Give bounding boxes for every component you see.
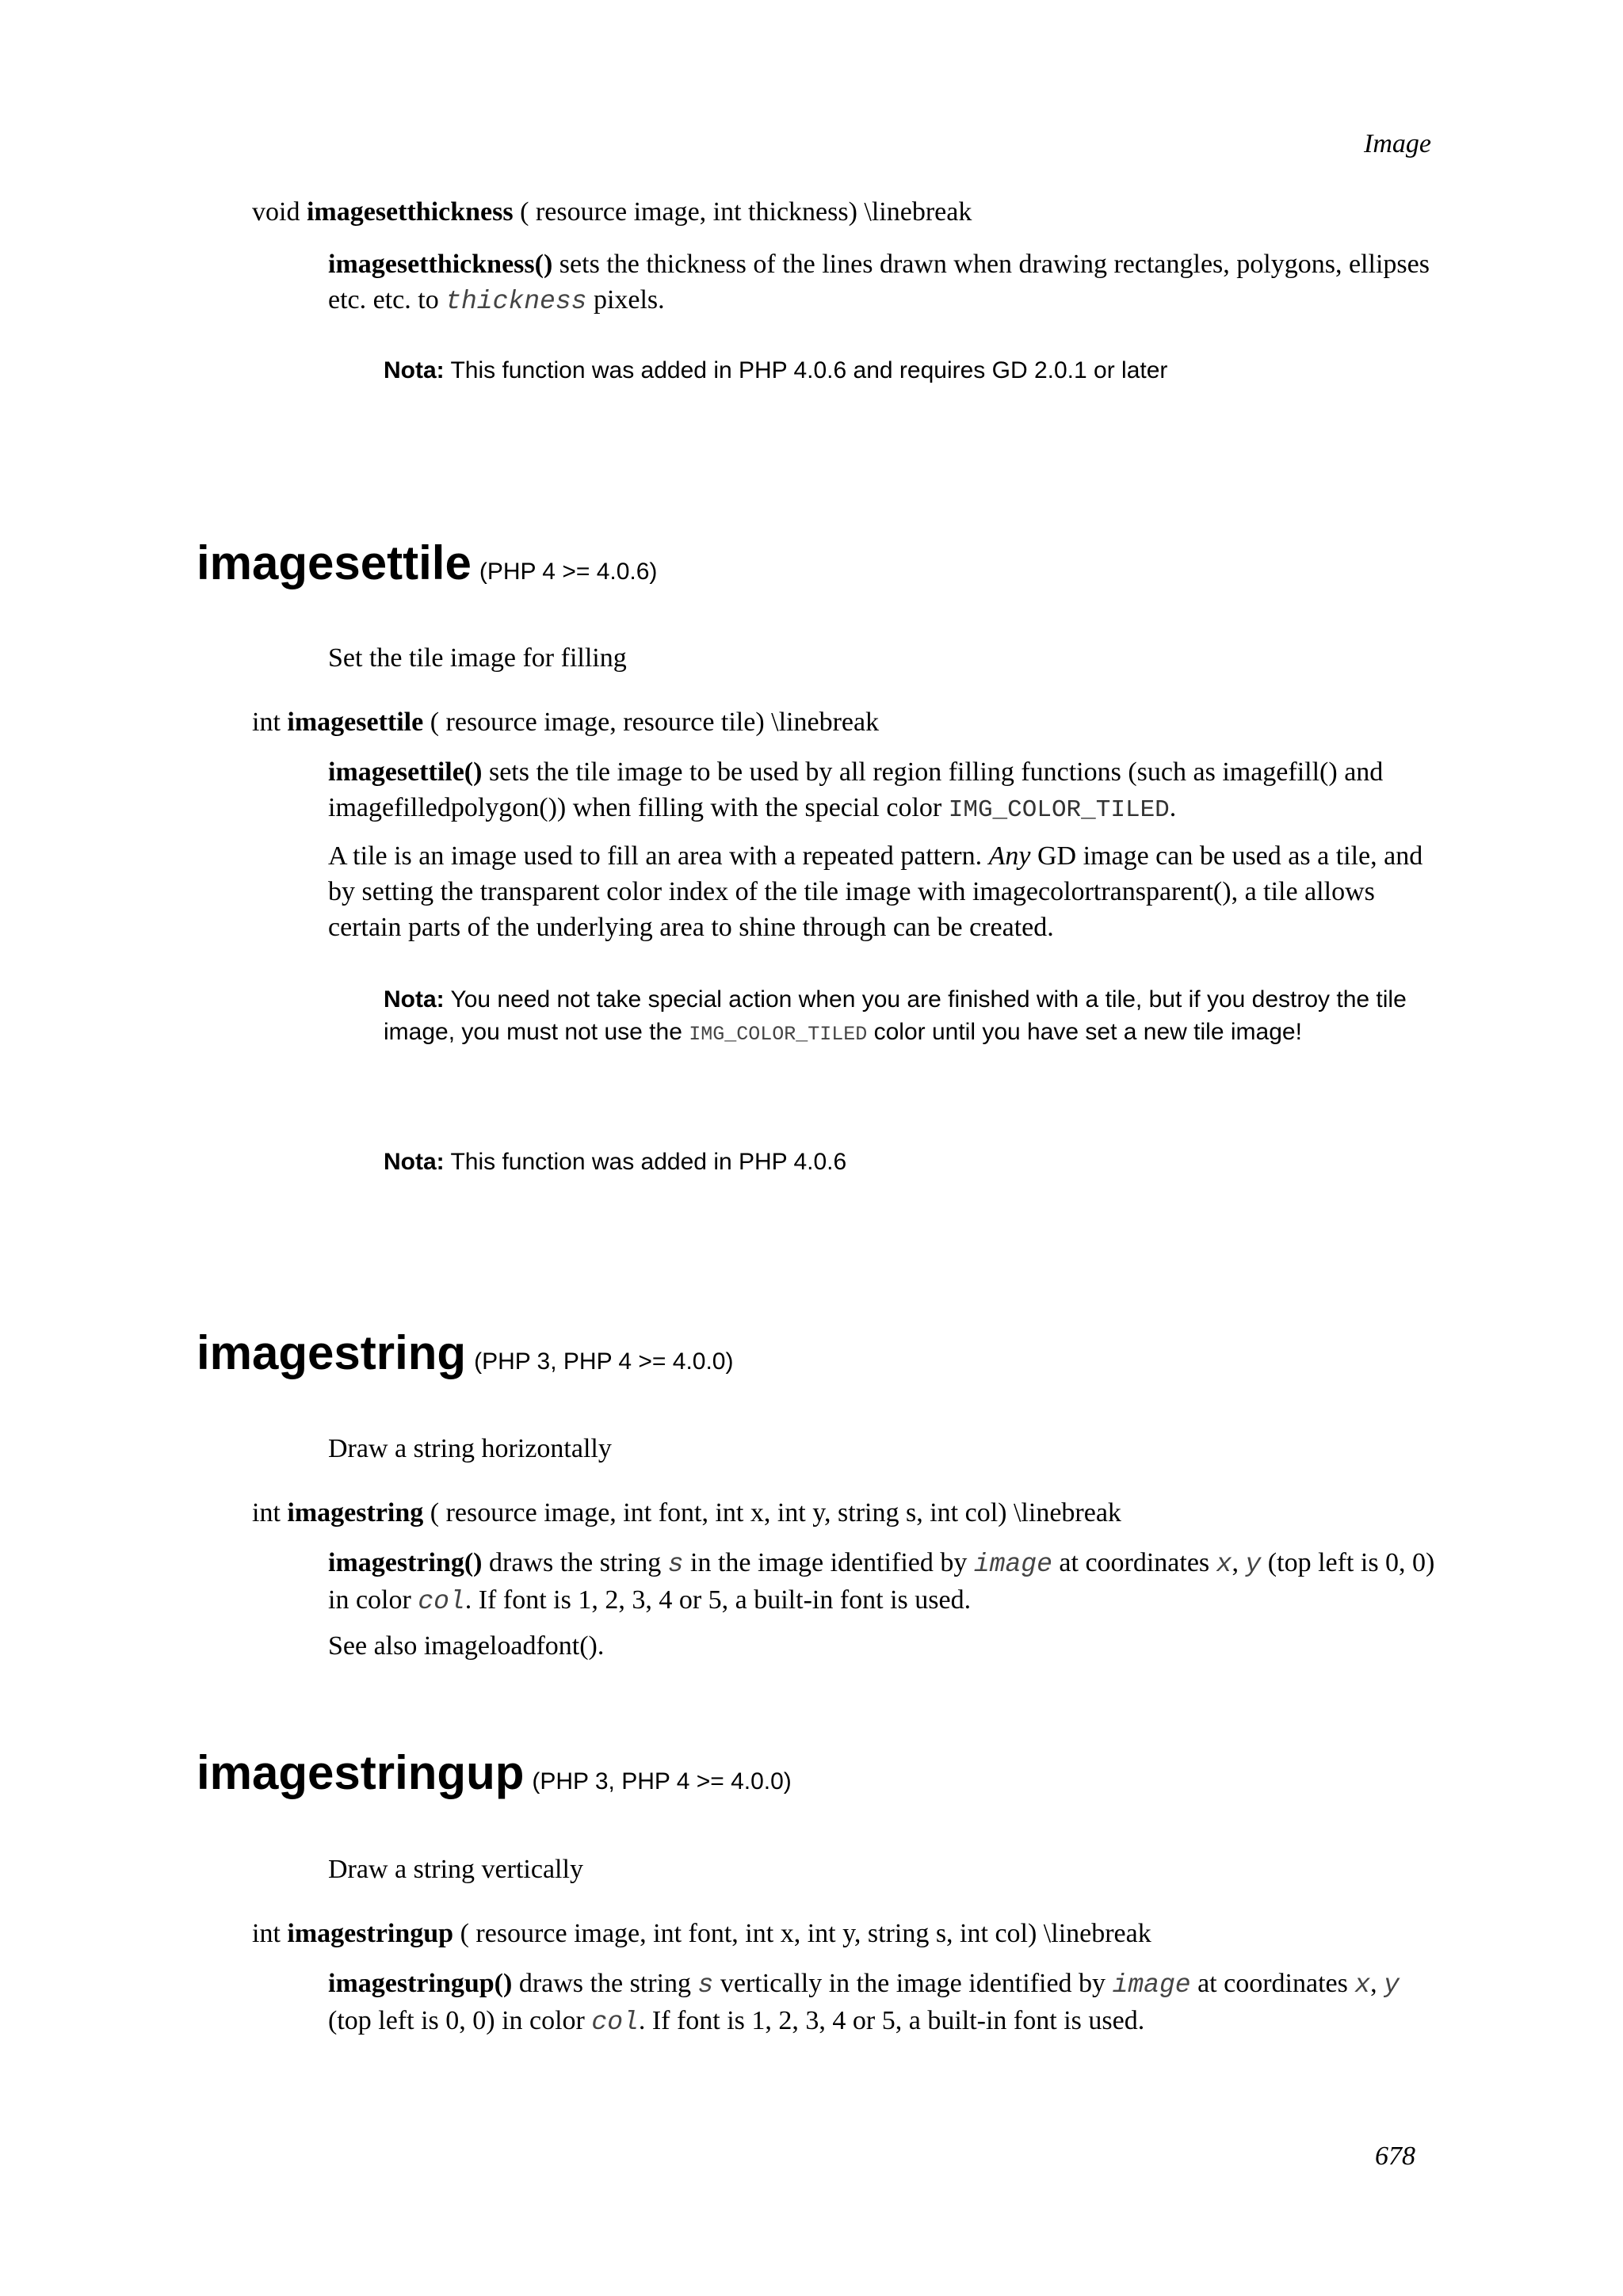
section-heading: imagesettile (PHP 4 >= 4.0.6) (197, 536, 658, 589)
function-signature: int imagesettile ( resource image, resource tile) \linebreak (252, 707, 880, 737)
function-signature: int imagestringup ( resource image, int font, int x, int y, string s, int col) \linebreak (252, 1919, 1151, 1948)
section-heading: imagestring (PHP 3, PHP 4 >= 4.0.0) (197, 1326, 734, 1379)
function-description: imagestring() draws the string s in the image identified by image at coordinates x, y (top left is 0, 0) in color col. If font is 1, 2, 3, 4 or 5, a built-in font is used. (328, 1548, 1435, 1616)
function-description: imagesettile() sets the tile image to be used by all region filling functions (such as imagefill() and imagefilledpolygon()) when filling with the special color IMG_COLOR_TILED. (328, 757, 1384, 824)
running-header: Image (1364, 129, 1431, 158)
note: Nota: This function was added in PHP 4.0.6 and requires GD 2.0.1 or later (384, 357, 1168, 383)
function-signature: void imagesetthickness ( resource image, int thickness) \linebreak (252, 197, 972, 227)
page-number: 678 (1375, 2142, 1415, 2171)
function-purpose: Draw a string vertically (328, 1855, 583, 1884)
function-purpose: Draw a string horizontally (328, 1434, 612, 1463)
function-signature: int imagestring ( resource image, int font, int x, int y, string s, int col) \linebreak (252, 1498, 1121, 1527)
note: Nota: You need not take special action when you are finished with a tile, but if you destroy the tile image, you must not use the IMG_COLOR_TILED color until you have set a new tile image! (384, 986, 1407, 1046)
section-heading: imagestringup (PHP 3, PHP 4 >= 4.0.0) (197, 1746, 792, 1799)
function-description: imagesetthickness() sets the thickness of the lines drawn when drawing rectangles, polygons, ellipses etc. etc. to thickness pixels. (328, 250, 1430, 316)
note: Nota: This function was added in PHP 4.0.6 (384, 1149, 847, 1175)
paragraph: A tile is an image used to fill an area with a repeated pattern. Any GD image can be used as a tile, and by setting the transparent color index of the tile image with imagecolortransparent(), a tile allows certain parts of the underlying area to shine through can be created. (328, 841, 1423, 942)
function-purpose: Set the tile image for filling (328, 643, 627, 673)
see-also: See also imageloadfont(). (328, 1631, 605, 1661)
function-description: imagestringup() draws the string s vertically in the image identified by image at coordinates x, y (top left is 0, 0) in color col. If font is 1, 2, 3, 4 or 5, a built-in font is used. (328, 1969, 1400, 2037)
